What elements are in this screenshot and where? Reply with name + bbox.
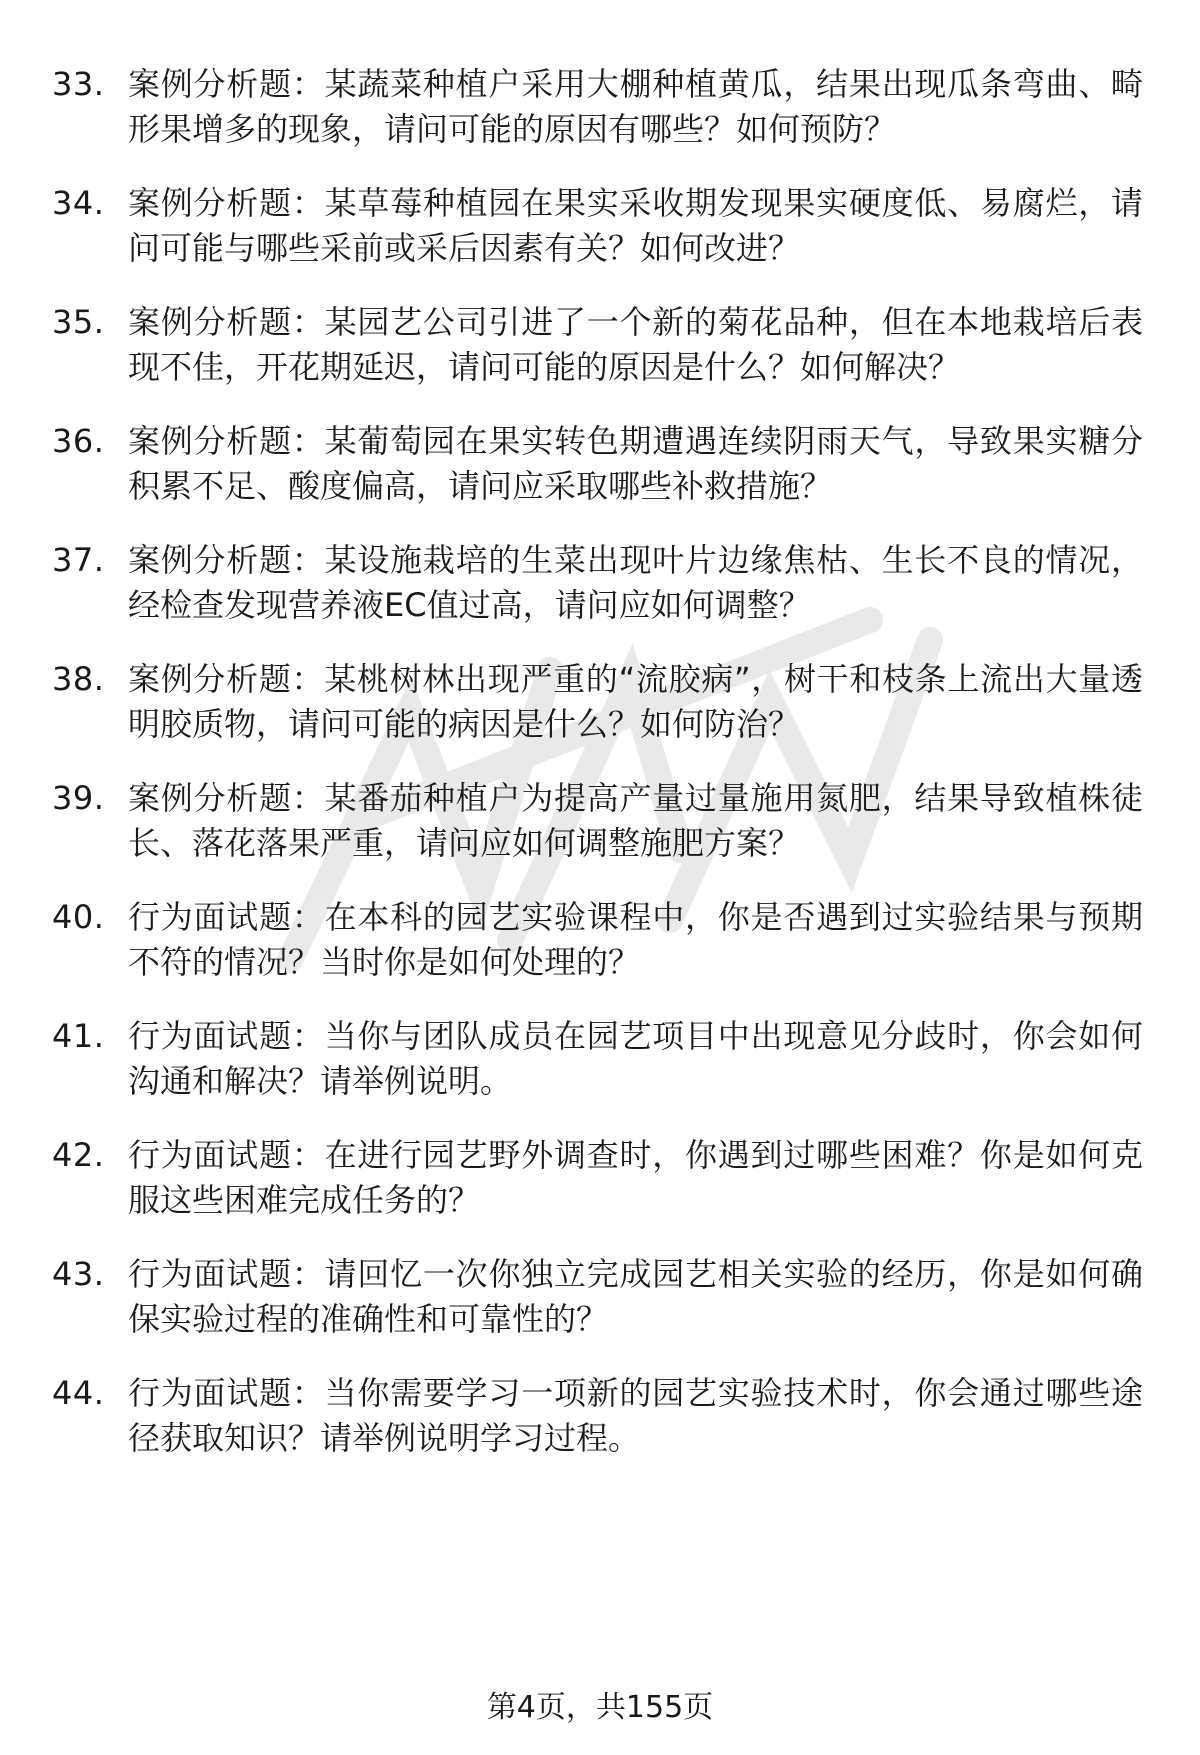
question-item bbox=[52, 1252, 1152, 1342]
question-number: 37. bbox=[52, 541, 105, 579]
question-text: 案例分析题：某葡萄园在果实转色期遭遇连续阴雨天气，导致果实糖分积累不足、酸度偏高，请问应采取哪些补救措施？ bbox=[128, 422, 1143, 505]
question-number: 42. bbox=[52, 1136, 105, 1174]
question-item bbox=[52, 62, 1152, 152]
question-item bbox=[52, 538, 1152, 628]
question-number: 33. bbox=[52, 65, 105, 103]
question-text: 行为面试题：在本科的园艺实验课程中，你是否遇到过实验结果与预期不符的情况？当时你是如何处理的？ bbox=[128, 898, 1143, 981]
question-item bbox=[52, 895, 1152, 985]
question-number: 39. bbox=[52, 779, 105, 817]
question-item bbox=[52, 1133, 1152, 1223]
question-text: 行为面试题：当你需要学习一项新的园艺实验技术时，你会通过哪些途径获取知识？请举例说明学习过程。 bbox=[128, 1374, 1143, 1457]
question-text: 案例分析题：某设施栽培的生菜出现叶片边缘焦枯、生长不良的情况，经检查发现营养液EC值过高，请问应如何调整？ bbox=[128, 541, 1143, 624]
question-text: 案例分析题：某园艺公司引进了一个新的菊花品种，但在本地栽培后表现不佳，开花期延迟，请问可能的原因是什么？如何解决？ bbox=[128, 303, 1143, 386]
question-number: 34. bbox=[52, 184, 105, 222]
question-item bbox=[52, 1371, 1152, 1461]
question-number: 40. bbox=[52, 898, 105, 936]
question-text: 案例分析题：某蔬菜种植户采用大棚种植黄瓜，结果出现瓜条弯曲、畸形果增多的现象，请问可能的原因有哪些？如何预防？ bbox=[128, 65, 1143, 148]
question-text: 案例分析题：某桃树林出现严重的“流胶病”，树干和枝条上流出大量透明胶质物，请问可能的病因是什么？如何防治？ bbox=[128, 660, 1143, 743]
question-number: 43. bbox=[52, 1255, 105, 1293]
question-item bbox=[52, 776, 1152, 866]
question-item bbox=[52, 181, 1152, 271]
question-text: 案例分析题：某草莓种植园在果实采收期发现果实硬度低、易腐烂，请问可能与哪些采前或采后因素有关？如何改进？ bbox=[128, 184, 1143, 267]
question-text: 行为面试题：当你与团队成员在园艺项目中出现意见分歧时，你会如何沟通和解决？请举例说明。 bbox=[128, 1017, 1143, 1100]
question-item bbox=[52, 1014, 1152, 1104]
question-list bbox=[52, 62, 1152, 1490]
question-item bbox=[52, 300, 1152, 390]
question-number: 44. bbox=[52, 1374, 105, 1412]
question-number: 38. bbox=[52, 660, 105, 698]
question-text: 行为面试题：在进行园艺野外调查时，你遇到过哪些困难？你是如何克服这些困难完成任务的？ bbox=[128, 1136, 1143, 1219]
question-number: 41. bbox=[52, 1017, 105, 1055]
question-item bbox=[52, 657, 1152, 747]
question-number: 35. bbox=[52, 303, 105, 341]
question-number: 36. bbox=[52, 422, 105, 460]
question-item bbox=[52, 419, 1152, 509]
page-footer: 第4页，共155页 bbox=[486, 1690, 714, 1725]
question-text: 行为面试题：请回忆一次你独立完成园艺相关实验的经历，你是如何确保实验过程的准确性和可靠性的？ bbox=[128, 1255, 1143, 1338]
question-text: 案例分析题：某番茄种植户为提高产量过量施用氮肥，结果导致植株徒长、落花落果严重，请问应如何调整施肥方案？ bbox=[128, 779, 1143, 862]
